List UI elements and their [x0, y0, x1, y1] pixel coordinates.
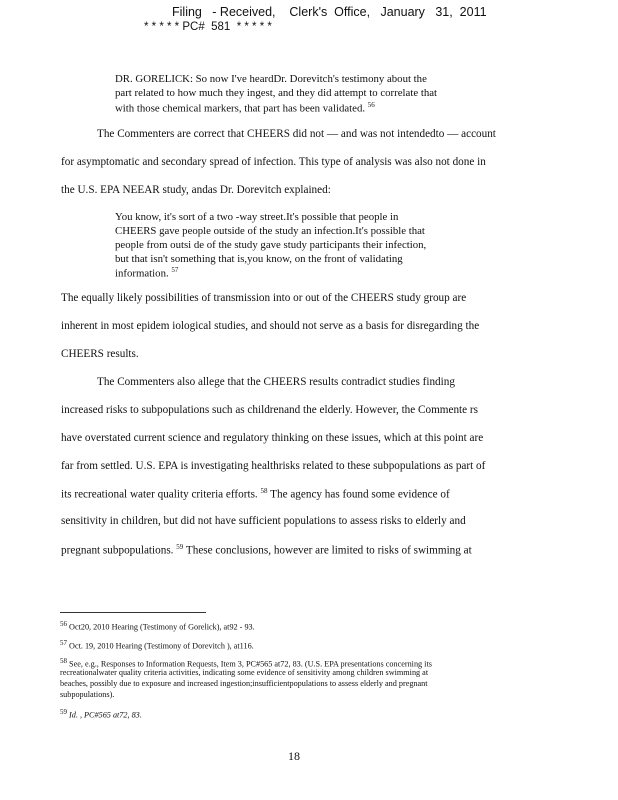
paragraph-line: have overstated current science and regulatory thinking on these issues, which at this point are — [61, 432, 484, 444]
footnote-58-line: recreationalwater quality criteria activities, indicating some evidence of sensitivity among children swimming at — [60, 668, 429, 677]
footnote-text: See, e.g., Responses to Information Requests, Item 3, PC#565 at72, 83. (U.S. EPA presentations concerning its — [69, 659, 432, 669]
footnote-ref-57: 57 — [171, 266, 179, 274]
quote-line: You know, it's sort of a two -way street.It's possible that people in — [115, 211, 399, 223]
footnote-58-line: subpopulations). — [60, 690, 115, 699]
quote-line: CHEERS gave people outside of the study an infection.It's possible that — [115, 225, 425, 237]
footnote-ref-58: 58 — [260, 487, 268, 495]
quote-line: part related to how much they ingest, and they did attempt to correlate that — [115, 87, 438, 99]
paragraph-line: the U.S. EPA NEEAR study, andas Dr. Dorevitch explained: — [61, 184, 331, 196]
paragraph-line: The equally likely possibilities of transmission into or out of the CHEERS study group are — [61, 292, 467, 304]
footnote-57 — [60, 639, 254, 651]
paragraph-text: its recreational water quality criteria efforts. — [61, 488, 258, 501]
quote-line: people from outsi de of the study gave study participants their infection, — [115, 239, 427, 251]
footnote-number: 58 — [60, 657, 67, 665]
footnote-text: Oct. 19, 2010 Hearing (Testimony of Dorevitch ), at116. — [69, 641, 254, 651]
paragraph-line: inherent in most epidem iological studies, and should not serve as a basis for disregarding the — [61, 320, 480, 332]
paragraph-line: far from settled. U.S. EPA is investigating healthrisks related to these subpopulations as part of — [61, 460, 486, 472]
footnote-number: 59 — [60, 708, 67, 716]
page-number: 18 — [288, 749, 300, 763]
paragraph-line: The Commenters also allege that the CHEERS results contradict studies finding — [97, 376, 455, 388]
footnote-number: 57 — [60, 639, 67, 647]
quote-line — [115, 266, 178, 280]
pc-number-header: * * * * * PC# 581 * * * * * — [144, 21, 272, 33]
footnote-text: Id. , PC#565 at72, 83. — [69, 710, 142, 720]
paragraph-line: sensitivity in children, but did not have sufficient populations to assess risks to elderly and — [61, 515, 466, 527]
paragraph-line: increased risks to subpopulations such as childrenand the elderly. However, the Commente rs — [61, 404, 479, 416]
paragraph-line — [61, 487, 450, 501]
quote-line: but that isn't something that is,you know, on the front of validating — [115, 253, 403, 265]
footnote-number: 56 — [60, 620, 67, 628]
footnote-58 — [60, 657, 432, 669]
paragraph-line: for asymptomatic and secondary spread of infection. This type of analysis was also not done in — [61, 156, 486, 168]
footnote-text: Oct20, 2010 Hearing (Testimony of Gorelick), at92 - 93. — [69, 622, 255, 632]
paragraph-text: The agency has found some evidence of — [270, 488, 450, 501]
quote-text: information. — [115, 267, 169, 280]
quote-line: DR. GORELICK: So now I've heardDr. Dorevitch's testimony about the — [115, 73, 427, 85]
footnote-divider — [60, 612, 206, 613]
footnote-ref-59: 59 — [176, 543, 184, 551]
paragraph-line — [61, 543, 472, 557]
footnote-56 — [60, 620, 255, 632]
footnote-59 — [60, 708, 142, 720]
filing-header: Filing - Received, Clerk's Office, January 31, 2011 — [172, 5, 487, 19]
paragraph-text: These conclusions, however are limited to risks of swimming at — [185, 544, 472, 557]
paragraph-text: pregnant subpopulations. — [61, 544, 174, 557]
quote-line — [115, 101, 375, 115]
paragraph-line: CHEERS results. — [61, 348, 139, 360]
paragraph-line: The Commenters are correct that CHEERS did not — and was not intendedto — account — [97, 128, 496, 140]
footnote-58-line: beaches, possibly due to exposure and increased ingestion;insufficientpopulations to assess elderly and pregnant — [60, 679, 428, 688]
footnote-ref-56: 56 — [367, 101, 375, 109]
quote-text: with those chemical markers, that part has been validated. — [115, 102, 366, 115]
